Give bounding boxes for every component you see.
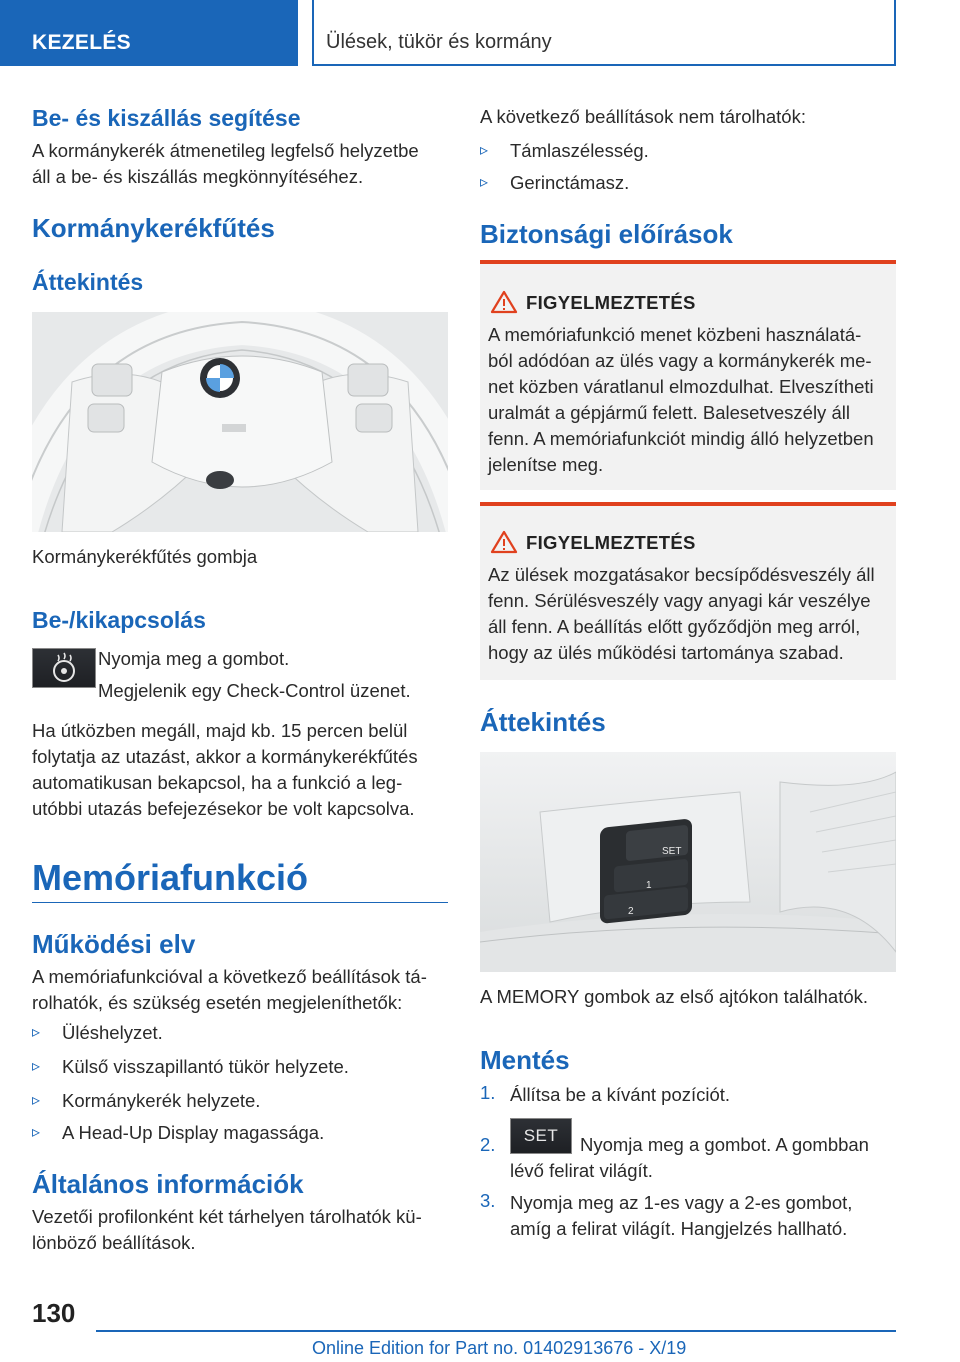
step-line: lévő felirat világít. <box>510 1160 653 1181</box>
page-header <box>0 0 960 66</box>
door-2-label: 2 <box>628 906 634 917</box>
paragraph-line: A következő beállítások nem tárolhatók: <box>480 106 806 127</box>
warning-line: jelenítse meg. <box>488 454 604 475</box>
warning-line: hogy az ülés működési tartománya szabad. <box>488 642 844 663</box>
heading-on-off: Be-/kikapcsolás <box>32 607 206 633</box>
step-line: Nyomja meg a gombot. A gombban <box>580 1134 869 1155</box>
heading-safety: Biztonsági előírások <box>480 219 733 249</box>
chapter-title: Ülések, tükör és kormány <box>312 0 896 66</box>
paragraph-line: lönböző beállítások. <box>32 1232 196 1253</box>
paragraph-line: utóbbi utazás befejezésekor be volt kapcsolva. <box>32 798 415 819</box>
paragraph-line: áll a be- és kiszállás megkönnyítéséhez. <box>32 166 364 187</box>
image-caption: A MEMORY gombok az első ajtókon találhatók. <box>480 986 869 1007</box>
list-item: ▹ Gerinctámasz. <box>480 170 629 196</box>
set-button-label: SET <box>523 1126 559 1145</box>
warning-box <box>480 260 896 490</box>
list-item: ▹ Üléshelyzet. <box>32 1020 163 1046</box>
steering-heating-button-icon <box>32 648 96 688</box>
section-tab[interactable]: KEZELÉS <box>0 0 298 66</box>
warning-triangle-icon <box>490 290 518 314</box>
onoff-step: Megjelenik egy Check-Control üzenet. <box>98 680 411 701</box>
list-item: ▹ Támlaszélesség. <box>480 138 649 164</box>
list-item: ▹ Külső visszapillantó tükör helyzete. <box>32 1054 349 1080</box>
heading-overview-memory: Áttekintés <box>480 707 606 737</box>
footer-rule <box>96 1330 896 1332</box>
warning-line: áll fenn. A beállítás előtt győződjön meg arról, <box>488 616 861 637</box>
image-caption: Kormánykerékfűtés gombja <box>32 546 258 567</box>
steering-wheel-image <box>32 312 448 532</box>
warning-title: FIGYELMEZTETÉS <box>526 292 696 313</box>
step-2 <box>480 1118 896 1181</box>
edition-link[interactable]: Online Edition for Part no. 01402913676 - X/19 <box>312 1338 687 1358</box>
paragraph-line: Ha útközben megáll, majd kb. 15 percen belül <box>32 720 408 741</box>
warning-line: fenn. A memóriafunkciót mindig álló helyzetben <box>488 428 874 449</box>
warning-triangle-icon <box>490 530 518 554</box>
step-line: amíg a felirat világít. Hangjelzés hallható. <box>510 1218 848 1239</box>
warning-line: A memóriafunkció menet közbeni használatá- <box>488 324 862 345</box>
step-line: Állítsa be a kívánt pozíciót. <box>510 1084 731 1105</box>
heading-entry-assist: Be- és kiszállás segítése <box>32 105 301 131</box>
warning-line: Az ülések mozgatásakor becsípődésveszély áll <box>488 564 875 585</box>
list-item: ▹ Kormánykerék helyzete. <box>32 1088 260 1114</box>
paragraph-line: folytatja az utazást, akkor a kormánykerékfűtés <box>32 746 418 767</box>
step-number: 3. <box>480 1190 496 1211</box>
set-button-icon <box>510 1118 572 1154</box>
warning-line: fenn. Sérülésveszély vagy anyagi kár veszélye <box>488 590 871 611</box>
heading-overview: Áttekintés <box>32 269 144 295</box>
step-number: 2. <box>480 1134 496 1155</box>
page-number: 130 <box>32 1298 76 1328</box>
step-number: 1. <box>480 1082 496 1103</box>
warning-box <box>480 502 896 680</box>
warning-line: net közben váratlanul elmozdulhat. Elveszítheti <box>488 376 874 397</box>
step-1 <box>480 1082 896 1112</box>
onoff-step: Nyomja meg a gombot. <box>98 648 290 669</box>
step-line: Nyomja meg az 1-es vagy a 2-es gombot, <box>510 1192 853 1213</box>
paragraph-line: rolhatók, és szükség esetén megjeleníthetők: <box>32 992 403 1013</box>
steering-wheel-illustration <box>32 312 448 532</box>
heading-steering-heating: Kormánykerékfűtés <box>32 213 275 243</box>
door-panel-illustration <box>480 752 896 972</box>
door-memory-buttons-image <box>480 752 896 972</box>
paragraph-line: automatikusan bekapcsol, ha a funkció a leg- <box>32 772 403 793</box>
heading-principle: Működési elv <box>32 929 196 959</box>
heading-memory-function: Memóriafunkció <box>32 857 309 898</box>
list-item: ▹ A Head-Up Display magassága. <box>32 1120 324 1146</box>
heading-general-info: Általános információk <box>32 1169 304 1199</box>
paragraph-line: A kormánykerék átmenetileg legfelső helyzetbe <box>32 140 419 161</box>
heading-save: Mentés <box>480 1045 570 1075</box>
heading-rule <box>32 902 448 903</box>
warning-line: uralmát a gépjármű felett. Balesetveszély áll <box>488 402 850 423</box>
paragraph-line: A memóriafunkcióval a következő beállítások tá- <box>32 966 427 987</box>
step-3 <box>480 1190 896 1244</box>
warning-title: FIGYELMEZTETÉS <box>526 532 696 553</box>
door-set-label: SET <box>662 846 682 857</box>
warning-line: ból adódóan az ülés vagy a kormánykerék me- <box>488 350 872 371</box>
door-1-label: 1 <box>646 880 652 891</box>
paragraph-line: Vezetői profilonként két tárhelyen tárolhatók kü- <box>32 1206 422 1227</box>
